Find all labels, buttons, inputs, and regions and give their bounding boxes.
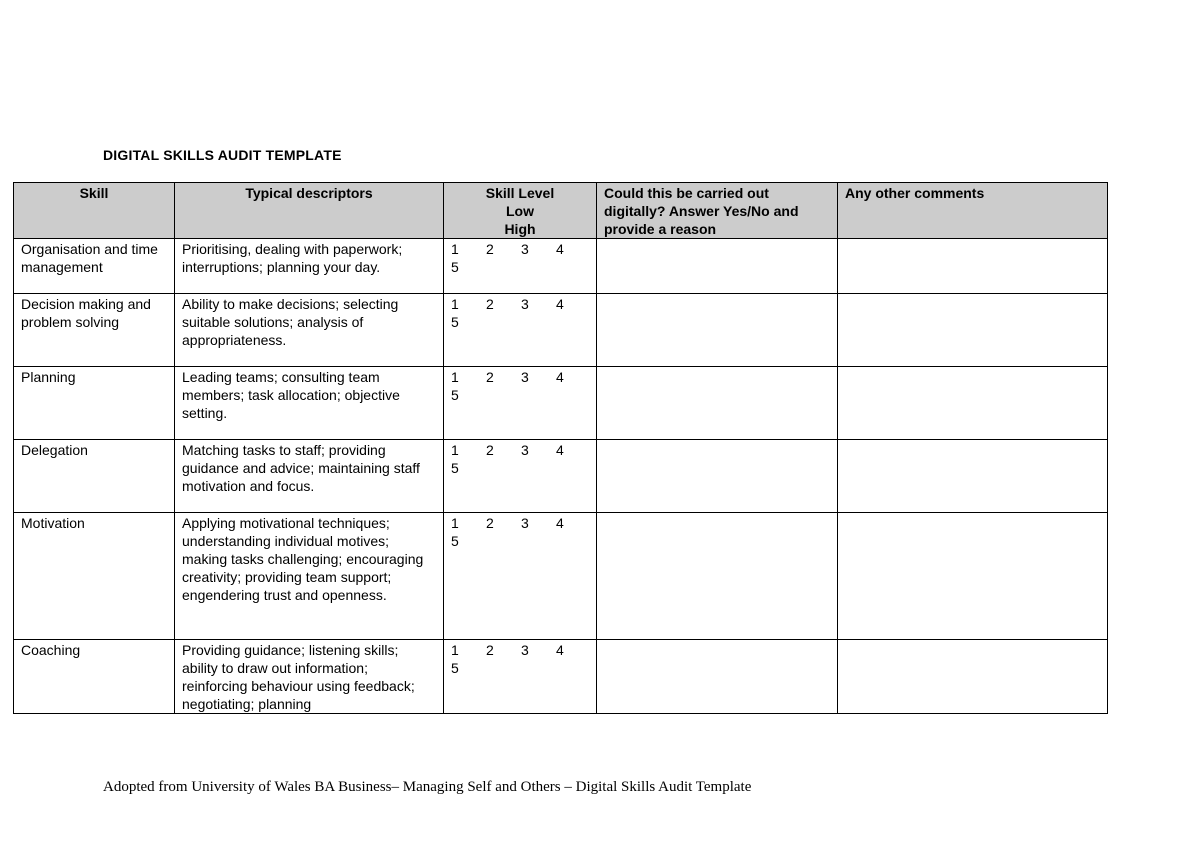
comments-cell[interactable] xyxy=(838,513,1108,640)
skill-level-cell xyxy=(444,294,597,367)
digital-answer-cell[interactable] xyxy=(597,367,838,440)
skill-level-cell xyxy=(444,640,597,714)
document-title: DIGITAL SKILLS AUDIT TEMPLATE xyxy=(103,147,342,163)
skill-cell: Motivation xyxy=(14,513,175,640)
descriptor-cell: Applying motivational techniques; understanding individual motives; making tasks challenging; encouraging creativity; providing team support; engendering trust and openness. xyxy=(175,513,444,640)
skill-level-cell xyxy=(444,239,597,294)
header-digital: Could this be carried out digitally? Answer Yes/No and provide a reason xyxy=(597,183,838,239)
skill-cell: Delegation xyxy=(14,440,175,513)
skill-level-scale-1-4: 1 2 3 4 xyxy=(451,296,564,312)
descriptor-cell: Providing guidance; listening skills; ability to draw out information; reinforcing behaviour using feedback; negotiating; planning xyxy=(175,640,444,714)
header-typical-descriptors: Typical descriptors xyxy=(175,183,444,239)
skill-level-scale-1-4: 1 2 3 4 xyxy=(451,241,564,257)
descriptor-cell: Leading teams; consulting team members; task allocation; objective setting. xyxy=(175,367,444,440)
table-row xyxy=(14,367,1108,440)
digital-answer-cell[interactable] xyxy=(597,294,838,367)
digital-answer-cell[interactable] xyxy=(597,440,838,513)
comments-cell[interactable] xyxy=(838,239,1108,294)
skill-level-scale-1-4: 1 2 3 4 xyxy=(451,515,564,531)
table-row xyxy=(14,294,1108,367)
skill-level-scale-5: 5 xyxy=(451,259,459,275)
skill-level-scale-5: 5 xyxy=(451,660,459,676)
digital-answer-cell[interactable] xyxy=(597,513,838,640)
table-row xyxy=(14,640,1108,714)
digital-answer-cell[interactable] xyxy=(597,239,838,294)
header-skill-level xyxy=(444,183,597,239)
header-comments: Any other comments xyxy=(838,183,1108,239)
table-row xyxy=(14,440,1108,513)
header-skill-level-low: Low xyxy=(506,203,534,219)
table-row xyxy=(14,239,1108,294)
skill-level-cell xyxy=(444,513,597,640)
skill-level-scale-5: 5 xyxy=(451,533,459,549)
skill-level-scale-5: 5 xyxy=(451,314,459,330)
skill-cell: Coaching xyxy=(14,640,175,714)
comments-cell[interactable] xyxy=(838,294,1108,367)
table-header-row xyxy=(14,183,1108,239)
descriptor-cell: Matching tasks to staff; providing guidance and advice; maintaining staff motivation and focus. xyxy=(175,440,444,513)
comments-cell[interactable] xyxy=(838,367,1108,440)
skill-cell: Planning xyxy=(14,367,175,440)
skills-audit-table xyxy=(13,182,1108,714)
skill-level-scale-5: 5 xyxy=(451,460,459,476)
skill-cell: Organisation and time management xyxy=(14,239,175,294)
skill-cell: Decision making and problem solving xyxy=(14,294,175,367)
digital-answer-cell[interactable] xyxy=(597,640,838,714)
header-skill: Skill xyxy=(14,183,175,239)
skill-level-cell xyxy=(444,367,597,440)
header-skill-level-title: Skill Level xyxy=(485,185,555,201)
skill-level-scale-1-4: 1 2 3 4 xyxy=(451,442,564,458)
descriptor-cell: Prioritising, dealing with paperwork; interruptions; planning your day. xyxy=(175,239,444,294)
skill-level-cell xyxy=(444,440,597,513)
comments-cell[interactable] xyxy=(838,440,1108,513)
skill-level-scale-5: 5 xyxy=(451,387,459,403)
table-row xyxy=(14,513,1108,640)
document-footer: Adopted from University of Wales BA Business– Managing Self and Others – Digital Skills Audit Template xyxy=(103,779,752,795)
header-skill-level-high: High xyxy=(504,221,536,237)
descriptor-cell: Ability to make decisions; selecting suitable solutions; analysis of appropriateness. xyxy=(175,294,444,367)
skill-level-scale-1-4: 1 2 3 4 xyxy=(451,369,564,385)
skill-level-scale-1-4: 1 2 3 4 xyxy=(451,642,564,658)
comments-cell[interactable] xyxy=(838,640,1108,714)
